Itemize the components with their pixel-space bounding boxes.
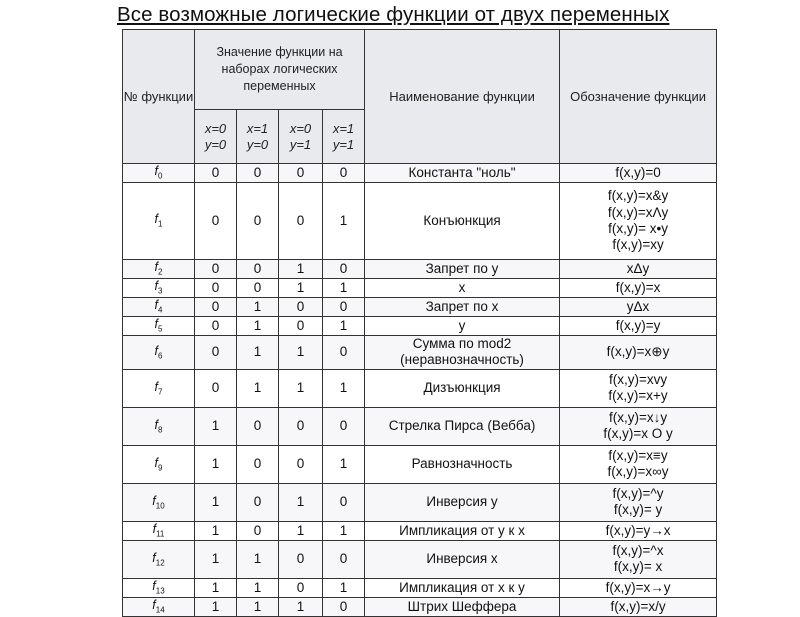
table-row bbox=[123, 336, 717, 370]
notation-line: f(x,y)=^x bbox=[612, 542, 664, 558]
function-value: 1 bbox=[323, 369, 365, 407]
notation-line: f(x,y)=xvy bbox=[608, 371, 668, 387]
table-row bbox=[123, 183, 717, 260]
combo-x: x=1 bbox=[332, 120, 355, 136]
function-id bbox=[123, 298, 195, 317]
function-notation bbox=[560, 336, 717, 370]
table-row bbox=[123, 445, 717, 483]
notation-line: yΔx bbox=[626, 298, 650, 314]
combo-y: y=1 bbox=[332, 136, 355, 152]
header-function-values: Значение функции на наборах логических переменных bbox=[195, 30, 365, 110]
function-value: 1 bbox=[195, 597, 237, 616]
table-row bbox=[123, 483, 717, 521]
function-value: 0 bbox=[279, 540, 323, 578]
function-value: 1 bbox=[279, 260, 323, 279]
combo-y: y=1 bbox=[289, 136, 312, 152]
function-id bbox=[123, 445, 195, 483]
function-value: 1 bbox=[237, 578, 279, 597]
function-value: 0 bbox=[323, 164, 365, 183]
notation-line: f(x,y)=x/y bbox=[610, 598, 666, 614]
header-combo bbox=[323, 110, 365, 164]
notation-line: f(x,y)=x bbox=[615, 279, 661, 295]
function-index: 5 bbox=[158, 324, 163, 334]
function-value: 0 bbox=[195, 336, 237, 370]
function-value: 1 bbox=[237, 540, 279, 578]
function-value: 0 bbox=[195, 164, 237, 183]
function-id bbox=[123, 521, 195, 540]
combo-y: y=0 bbox=[204, 136, 227, 152]
function-value: 0 bbox=[237, 164, 279, 183]
header-function-number: № функции bbox=[123, 30, 195, 164]
function-name: Дизъюнкция bbox=[365, 369, 560, 407]
table-row bbox=[123, 317, 717, 336]
function-index: 1 bbox=[158, 219, 163, 229]
function-index: 11 bbox=[156, 529, 165, 539]
function-value: 0 bbox=[237, 260, 279, 279]
function-value: 0 bbox=[323, 298, 365, 317]
function-value: 0 bbox=[279, 407, 323, 445]
function-index: 14 bbox=[155, 605, 165, 615]
function-id bbox=[123, 336, 195, 370]
function-letter: f bbox=[154, 417, 159, 432]
function-value: 1 bbox=[237, 369, 279, 407]
function-index: 10 bbox=[155, 501, 165, 511]
function-letter: f bbox=[152, 522, 157, 537]
notation-line: f(x,y)=x→y bbox=[605, 579, 671, 595]
function-id bbox=[123, 317, 195, 336]
function-value: 0 bbox=[195, 183, 237, 260]
combo-x: x=0 bbox=[289, 120, 312, 136]
notation-line: f(x,y)=xy bbox=[612, 237, 664, 253]
function-value: 0 bbox=[237, 407, 279, 445]
function-letter: f bbox=[154, 298, 159, 313]
function-index: 7 bbox=[158, 387, 163, 397]
function-letter: f bbox=[152, 493, 156, 508]
function-value: 1 bbox=[195, 578, 237, 597]
notation-line: f(x,y)=x⊕y bbox=[606, 344, 670, 360]
function-letter: f bbox=[154, 279, 159, 294]
function-letter: f bbox=[154, 455, 159, 470]
function-value: 0 bbox=[195, 369, 237, 407]
function-notation bbox=[560, 597, 717, 616]
header-combo bbox=[195, 110, 237, 164]
function-value: 0 bbox=[195, 298, 237, 317]
function-letter: f bbox=[152, 550, 156, 565]
table-row bbox=[123, 540, 717, 578]
function-value: 0 bbox=[279, 183, 323, 260]
function-value: 1 bbox=[323, 317, 365, 336]
function-notation bbox=[560, 317, 717, 336]
function-name: Инверсия x bbox=[365, 540, 560, 578]
function-name: Стрелка Пирса (Вебба) bbox=[365, 407, 560, 445]
header-combo bbox=[237, 110, 279, 164]
function-letter: f bbox=[152, 598, 156, 613]
function-value: 1 bbox=[237, 597, 279, 616]
table-row bbox=[123, 164, 717, 183]
function-letter: f bbox=[154, 260, 159, 275]
function-notation bbox=[560, 183, 717, 260]
table-row bbox=[123, 521, 717, 540]
function-value: 0 bbox=[195, 279, 237, 298]
function-value: 1 bbox=[195, 445, 237, 483]
function-value: 0 bbox=[237, 521, 279, 540]
function-value: 0 bbox=[195, 317, 237, 336]
notation-line: f(x,y)=xΛy bbox=[607, 204, 669, 220]
function-name: Конъюнкция bbox=[365, 183, 560, 260]
page-title: Все возможные логические функции от двух переменных bbox=[117, 3, 670, 26]
function-name: Сумма по mod2 (неравнозначность) bbox=[365, 336, 560, 370]
function-notation bbox=[560, 164, 717, 183]
function-name: Импликация от y к x bbox=[365, 521, 560, 540]
function-letter: f bbox=[154, 212, 159, 227]
notation-line: f(x,y)=x+y bbox=[608, 388, 668, 404]
function-letter: f bbox=[154, 164, 159, 179]
function-notation bbox=[560, 298, 717, 317]
function-value: 1 bbox=[279, 483, 323, 521]
function-id bbox=[123, 540, 195, 578]
notation-line: f(x,y)=x O y bbox=[603, 426, 673, 442]
combo-x: x=1 bbox=[246, 120, 269, 136]
function-id bbox=[123, 407, 195, 445]
notation-line: xΔy bbox=[626, 260, 650, 276]
function-value: 1 bbox=[323, 521, 365, 540]
function-value: 0 bbox=[237, 483, 279, 521]
function-value: 0 bbox=[323, 483, 365, 521]
function-index: 0 bbox=[158, 171, 163, 181]
function-notation bbox=[560, 279, 717, 298]
function-value: 0 bbox=[279, 578, 323, 597]
function-notation bbox=[560, 540, 717, 578]
function-value: 0 bbox=[237, 445, 279, 483]
function-letter: f bbox=[152, 579, 156, 594]
combo-x: x=0 bbox=[204, 120, 227, 136]
function-index: 12 bbox=[155, 558, 165, 568]
function-letter: f bbox=[154, 317, 159, 332]
function-value: 0 bbox=[323, 407, 365, 445]
function-id bbox=[123, 597, 195, 616]
function-value: 0 bbox=[323, 597, 365, 616]
table-row bbox=[123, 260, 717, 279]
function-value: 1 bbox=[323, 279, 365, 298]
function-index: 6 bbox=[158, 351, 163, 361]
function-index: 13 bbox=[155, 586, 165, 596]
function-name: Запрет по y bbox=[365, 260, 560, 279]
notation-line: f(x,y)=x↓y bbox=[608, 409, 668, 425]
table-row bbox=[123, 298, 717, 317]
notation-line: f(x,y)=x∞y bbox=[607, 464, 669, 480]
function-notation bbox=[560, 260, 717, 279]
logic-functions-table bbox=[122, 29, 717, 617]
function-value: 0 bbox=[279, 317, 323, 336]
notation-line: f(x,y)= y bbox=[613, 502, 663, 518]
function-id bbox=[123, 164, 195, 183]
function-value: 0 bbox=[323, 336, 365, 370]
function-value: 0 bbox=[279, 298, 323, 317]
function-value: 0 bbox=[195, 260, 237, 279]
function-notation bbox=[560, 521, 717, 540]
function-id bbox=[123, 578, 195, 597]
function-value: 1 bbox=[323, 445, 365, 483]
notation-line: f(x,y)=y→x bbox=[605, 522, 671, 538]
notation-line: f(x,y)=x≡y bbox=[608, 447, 668, 463]
notation-line: f(x,y)= x bbox=[613, 559, 663, 575]
function-value: 1 bbox=[195, 483, 237, 521]
function-value: 1 bbox=[279, 336, 323, 370]
function-name: Импликация от x к y bbox=[365, 578, 560, 597]
function-notation bbox=[560, 483, 717, 521]
notation-line: f(x,y)=^y bbox=[612, 485, 664, 501]
notation-line: f(x,y)= x•y bbox=[608, 221, 668, 236]
function-value: 0 bbox=[279, 445, 323, 483]
function-name: Запрет по x bbox=[365, 298, 560, 317]
function-index: 2 bbox=[158, 267, 163, 277]
table-row bbox=[123, 578, 717, 597]
function-value: 0 bbox=[323, 540, 365, 578]
function-id bbox=[123, 183, 195, 260]
function-id bbox=[123, 369, 195, 407]
table-row bbox=[123, 597, 717, 616]
function-index: 4 bbox=[158, 305, 163, 315]
function-value: 1 bbox=[195, 521, 237, 540]
function-index: 3 bbox=[158, 286, 163, 296]
notation-line: f(x,y)=0 bbox=[615, 164, 661, 180]
combo-y: y=0 bbox=[246, 136, 269, 152]
function-value: 1 bbox=[195, 540, 237, 578]
function-name: y bbox=[365, 317, 560, 336]
notation-line: f(x,y)=y bbox=[615, 317, 661, 333]
function-letter: f bbox=[154, 379, 159, 394]
function-name: Константа "ноль" bbox=[365, 164, 560, 183]
function-name: Штрих Шеффера bbox=[365, 597, 560, 616]
function-value: 0 bbox=[279, 164, 323, 183]
table-row bbox=[123, 407, 717, 445]
header-combo bbox=[279, 110, 323, 164]
function-value: 1 bbox=[279, 597, 323, 616]
header-function-name: Наименование функции bbox=[365, 30, 560, 164]
function-id bbox=[123, 260, 195, 279]
header-function-notation: Обозначение функции bbox=[560, 30, 717, 164]
function-value: 1 bbox=[237, 336, 279, 370]
function-value: 1 bbox=[323, 183, 365, 260]
table-row bbox=[123, 369, 717, 407]
function-value: 1 bbox=[323, 578, 365, 597]
function-name: Равнозначность bbox=[365, 445, 560, 483]
function-value: 1 bbox=[195, 407, 237, 445]
function-value: 1 bbox=[279, 369, 323, 407]
function-id bbox=[123, 483, 195, 521]
function-value: 1 bbox=[279, 279, 323, 298]
function-value: 1 bbox=[279, 521, 323, 540]
function-notation bbox=[560, 407, 717, 445]
function-value: 0 bbox=[237, 279, 279, 298]
function-notation bbox=[560, 445, 717, 483]
function-index: 9 bbox=[158, 463, 163, 473]
notation-line: f(x,y)=x&y bbox=[607, 188, 669, 204]
function-letter: f bbox=[154, 343, 159, 358]
function-notation bbox=[560, 369, 717, 407]
function-value: 0 bbox=[237, 183, 279, 260]
function-name: Инверсия y bbox=[365, 483, 560, 521]
function-index: 8 bbox=[158, 425, 163, 435]
function-id bbox=[123, 279, 195, 298]
function-value: 0 bbox=[323, 260, 365, 279]
function-notation bbox=[560, 578, 717, 597]
function-name: x bbox=[365, 279, 560, 298]
table-row bbox=[123, 279, 717, 298]
function-value: 1 bbox=[237, 317, 279, 336]
function-value: 1 bbox=[237, 298, 279, 317]
